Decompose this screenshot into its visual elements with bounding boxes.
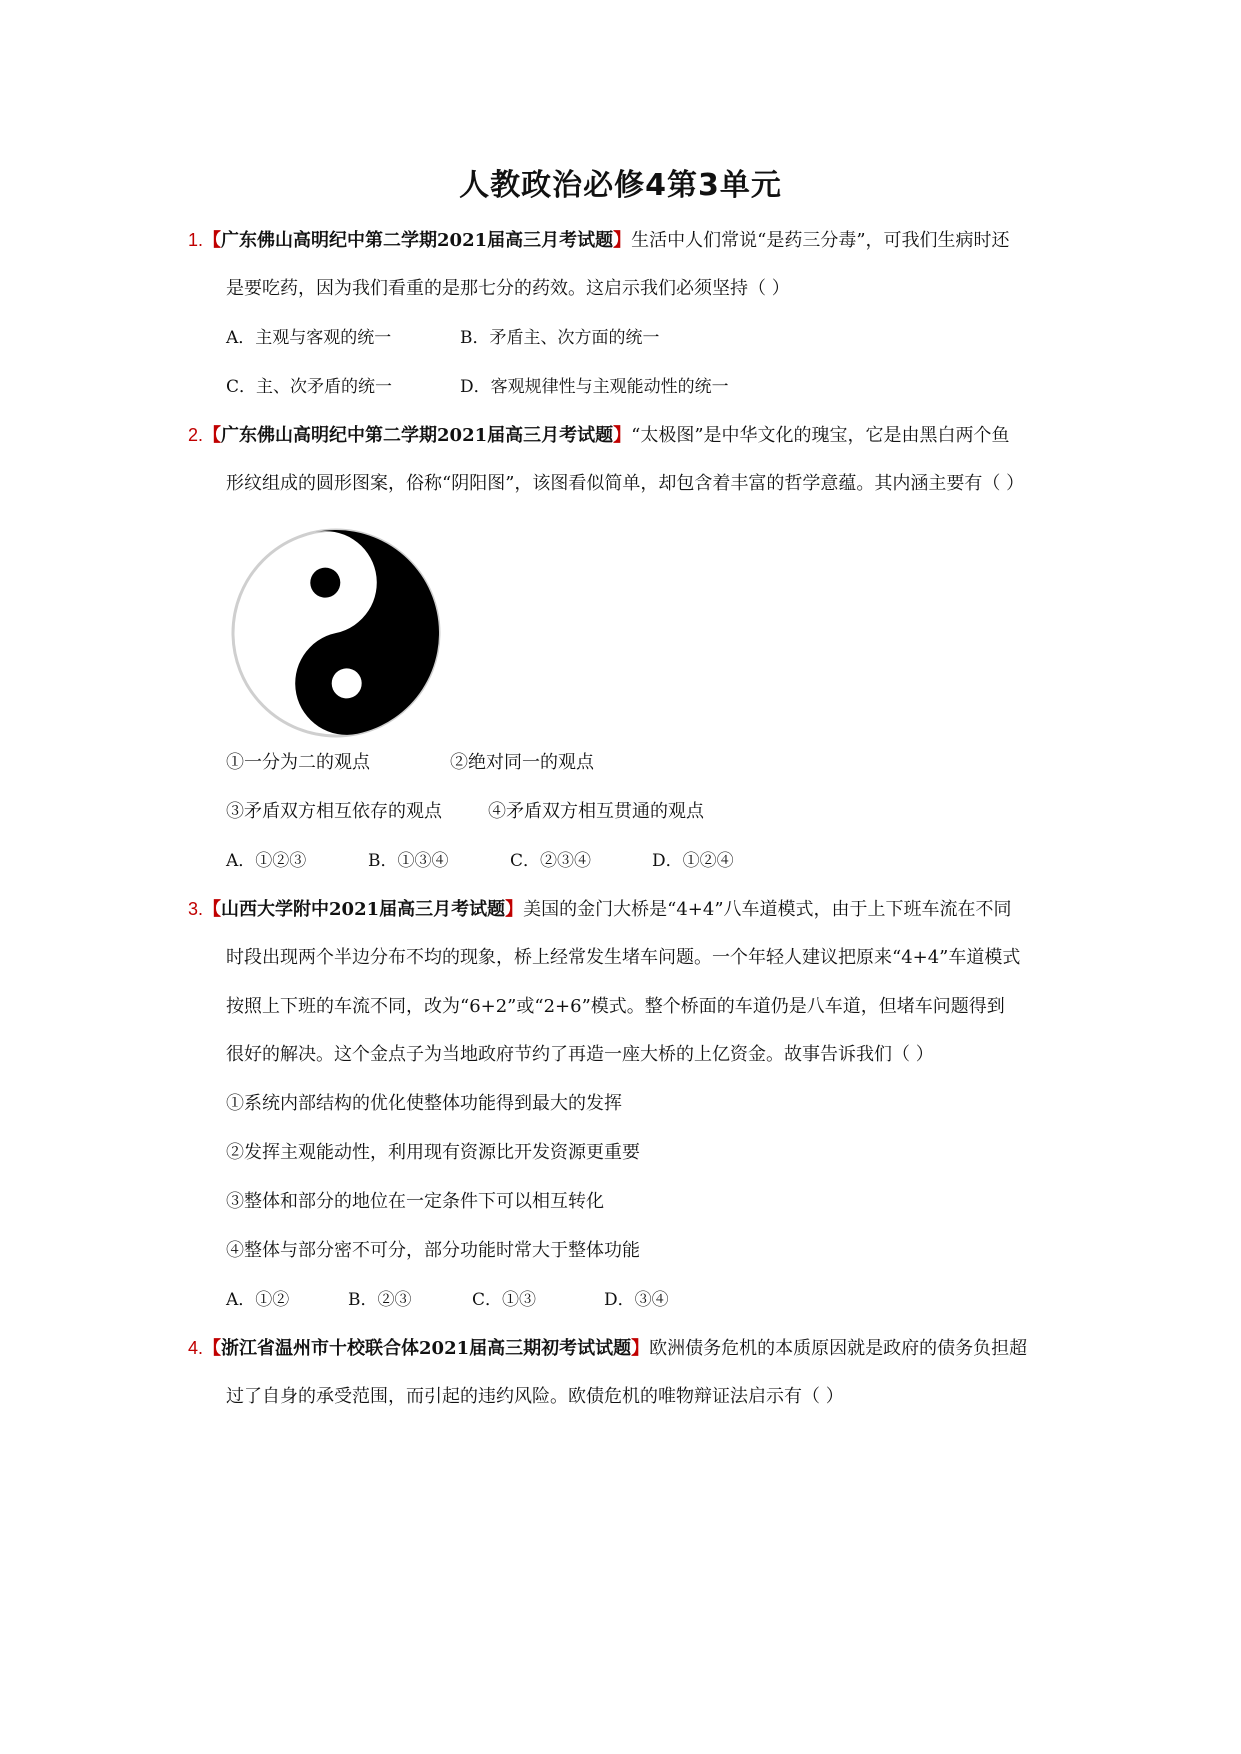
q1-option-b: B．矛盾主、次方面的统一 [460,328,660,348]
q3-statement-4: ④整体与部分密不可分，部分功能时常大于整体功能 [226,1240,640,1261]
question-2-line-1 [188,423,1010,448]
question-1-line-2: 是要吃药，因为我们看重的是那七分的药效。这启示我们必须坚持（ ） [226,278,790,299]
bracket-right: 】 [505,899,524,920]
question-3-line-1 [188,897,1012,922]
q2-statement-4: ④矛盾双方相互贯通的观点 [488,801,704,822]
q1-option-c: C．主、次矛盾的统一 [226,377,393,397]
q2-option-c: C．②③④ [510,851,592,871]
question-2-line-2: 形纹组成的圆形图案，俗称“阴阳图”，该图看似简单，却包含着丰富的哲学意蕴。其内涵主要有（ ） [226,473,1025,494]
bracket-left: 【 [203,899,222,920]
question-1-line-1 [188,228,1010,253]
q2-option-b: B．①③④ [368,851,449,871]
question-source: 山西大学附中2021届高三月考试题 [221,899,506,920]
bracket-right: 】 [613,230,632,251]
q3-option-c: C．①③ [472,1290,537,1310]
q2-statement-3: ③矛盾双方相互依存的观点 [226,801,442,822]
q3-statement-2: ②发挥主观能动性，利用现有资源比开发资源更重要 [226,1142,640,1163]
q2-option-d: D．①②④ [652,851,734,871]
bracket-left: 【 [203,425,222,446]
q3-option-b: B．②③ [348,1290,412,1310]
question-3-line-3: 按照上下班的车流不同，改为“6+2”或“2+6”模式。整个桥面的车道仍是八车道，但堵车问题得到 [226,996,1005,1017]
bracket-right: 】 [613,425,632,446]
question-3-line-4: 很好的解决。这个金点子为当地政府节约了再造一座大桥的上亿资金。故事告诉我们（ ） [226,1044,934,1065]
question-number: 3. [188,899,204,919]
question-stem: “太极图”是中华文化的瑰宝，它是由黑白两个鱼 [631,425,1010,446]
question-stem: 生活中人们常说“是药三分毒”，可我们生病时还 [631,230,1010,251]
q3-option-a: A．①② [226,1290,290,1310]
q2-statement-1: ①一分为二的观点 [226,752,370,773]
q2-option-a: A．①②③ [226,851,307,871]
question-stem: 美国的金门大桥是“4+4”八车道模式，由于上下班车流在不同 [523,899,1012,920]
question-4-line-1 [188,1336,1027,1361]
question-source: 广东佛山高明纪中第二学期2021届高三月考试题 [221,230,614,251]
q1-option-a: A．主观与客观的统一 [226,328,392,348]
question-source: 浙江省温州市十校联合体2021届高三期初考试试题 [221,1338,632,1359]
q3-option-d: D．③④ [604,1290,669,1310]
q3-statement-1: ①系统内部结构的优化使整体功能得到最大的发挥 [226,1093,622,1114]
question-number: 4. [188,1338,204,1358]
question-number: 1. [188,230,204,250]
question-stem: 欧洲债务危机的本质原因就是政府的债务负担超 [649,1338,1028,1359]
q3-statement-3: ③整体和部分的地位在一定条件下可以相互转化 [226,1191,604,1212]
bracket-left: 【 [203,230,222,251]
taiji-yin-yang-image [230,527,442,739]
question-number: 2. [188,425,204,445]
bracket-right: 】 [631,1338,650,1359]
question-3-line-2: 时段出现两个半边分布不均的现象，桥上经常发生堵车问题。一个年轻人建议把原来“4+4”车道模式 [226,947,1021,968]
question-source: 广东佛山高明纪中第二学期2021届高三月考试题 [221,425,614,446]
question-4-line-2: 过了自身的承受范围，而引起的违约风险。欧债危机的唯物辩证法启示有（ ） [226,1386,844,1407]
q1-option-d: D．客观规律性与主观能动性的统一 [460,377,729,397]
q2-statement-2: ②绝对同一的观点 [450,752,594,773]
bracket-left: 【 [203,1338,222,1359]
page-title: 人教政治必修4第3单元 [459,168,782,203]
